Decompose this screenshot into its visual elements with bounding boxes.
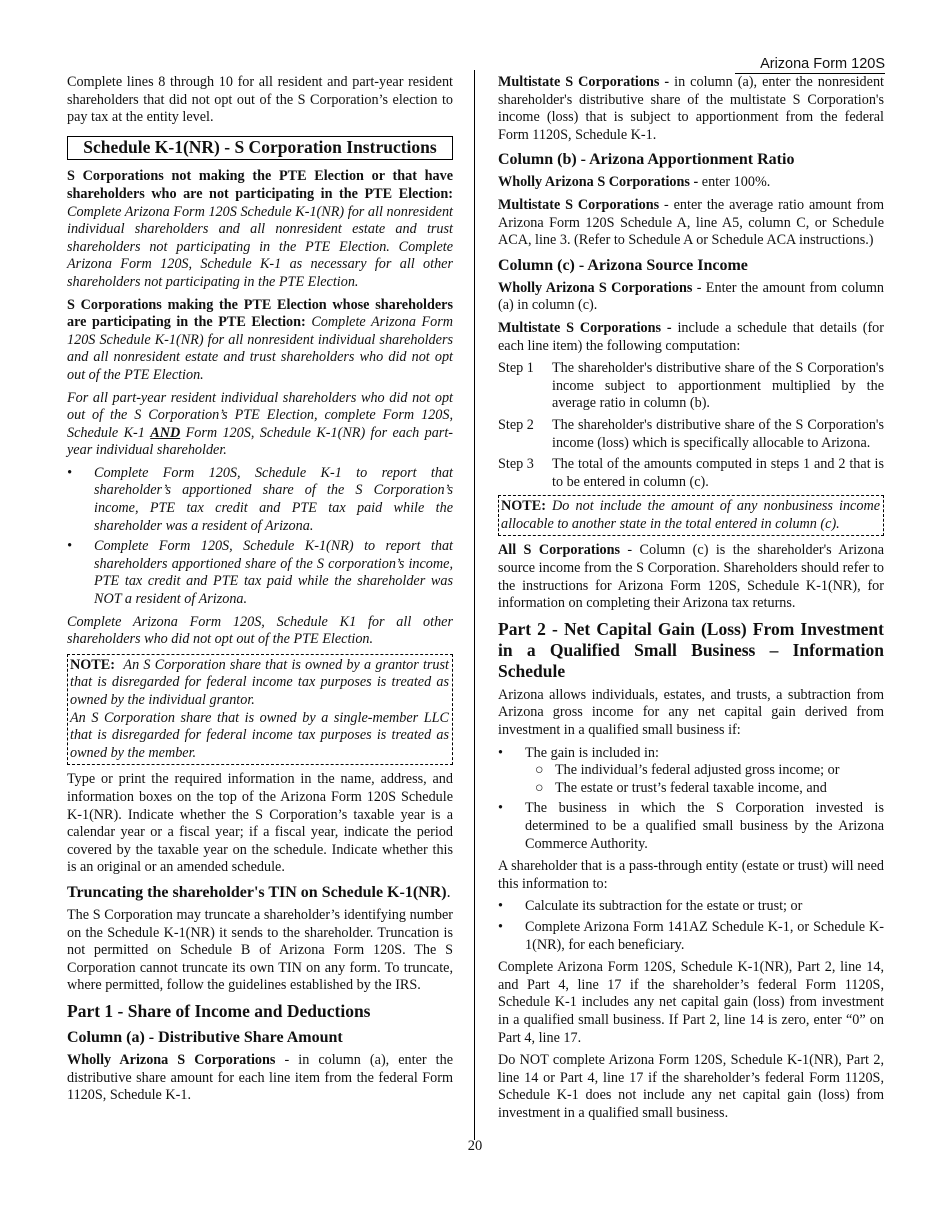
- circle-bullet-icon: ○: [535, 762, 544, 779]
- multistate-b-label: Multistate S Corporations: [498, 196, 660, 213]
- multistate-b-text: - enter the average ratio amount from Arizona Form 120S Schedule A, line A5, column C, or Schedule ACA, line 3. (Refer to Schedule A or Schedule ACA instructions.): [498, 196, 884, 249]
- step-label: Step 3: [498, 456, 534, 473]
- list-item: [498, 800, 884, 853]
- step-item: [498, 360, 884, 413]
- multistate-c-text: include a schedule that details (for each line item) the following computation:: [498, 319, 884, 354]
- multistate-a-paragraph: [498, 74, 884, 144]
- nonbusiness-note-box: [498, 495, 884, 536]
- bullet-text: Complete Form 120S, Schedule K-1(NR) to report that shareholders apportioned share of the S corporation’s income, PTE tax credit and PTE tax paid while the shareholder was NOT a resident of Arizona.: [94, 538, 453, 608]
- list-item: [67, 538, 453, 608]
- k1-other-paragraph: Complete Arizona Form 120S, Schedule K1 for all other shareholders who did not opt out of the PTE Election.: [67, 613, 453, 648]
- bullet-icon: •: [498, 800, 503, 817]
- bullet-text: The business in which the S Corporation invested is determined to be a qualified small business by the Arizona Commerce Authority.: [525, 800, 884, 852]
- note-text-1: An S Corporation share that is owned by a grantor trust that is disregarded for federal income tax purposes is treated as owned by the individual grantor.: [70, 656, 449, 708]
- list-item: [67, 465, 453, 535]
- not-making-pte-paragraph: [67, 168, 453, 291]
- step-item: [498, 417, 884, 452]
- list-item: [498, 745, 884, 798]
- bullet-icon: •: [498, 744, 503, 761]
- grantor-note-box: [67, 654, 453, 766]
- step-text: The total of the amounts computed in steps 1 and 2 that is to be entered in column (c).: [552, 456, 884, 490]
- multistate-c-paragraph: [498, 320, 884, 355]
- truncating-period: .: [446, 883, 451, 901]
- intro-paragraph: Complete lines 8 through 10 for all resident and part-year resident shareholders that did not opt out of the S Corporation’s election to pay tax at the entity level.: [67, 74, 453, 126]
- note-paragraph-1: [70, 657, 449, 710]
- bullet-icon: •: [498, 898, 503, 915]
- wholly-c-text: - Enter the amount from column (a) in column (c).: [498, 279, 884, 314]
- sub-bullet-text: The estate or trust’s federal taxable income, and: [555, 779, 827, 796]
- step-label: Step 2: [498, 416, 534, 433]
- bullet-text: Complete Arizona Form 141AZ Schedule K-1, or Schedule K-1(NR), for each beneficiary.: [525, 918, 884, 953]
- pass-through-paragraph: A shareholder that is a pass-through entity (estate or trust) will need this information to:: [498, 858, 884, 892]
- bullet-text: The gain is included in:: [525, 744, 659, 761]
- column-b-heading: Column (b) - Arizona Apportionment Ratio: [498, 151, 795, 169]
- bullet-icon: •: [67, 464, 72, 481]
- sub-bullet-text: The individual’s federal adjusted gross income; or: [555, 762, 840, 779]
- step-label: Step 1: [498, 360, 534, 377]
- page-number: 20: [467, 1138, 483, 1154]
- nonbusiness-note-paragraph: [501, 498, 880, 533]
- part-year-bullets: [67, 465, 453, 609]
- gain-bullets: [498, 745, 884, 854]
- wholly-c-label: Wholly Arizona S Corporations: [498, 279, 693, 296]
- truncating-heading: [67, 883, 453, 902]
- bullet-text: Complete Form 120S, Schedule K-1 to report that shareholder’s apportioned share of the S Corporation’s income, PTE tax credit and PTE tax paid while the shareholder was a resident of Arizona.: [94, 464, 453, 534]
- making-pte-text: Complete Arizona Form 120S Schedule K-1(NR) for all nonresident individual shareholders and all nonresident estate and trust shareholders who did not opt out of the PTE Election.: [67, 314, 454, 383]
- part2-heading: Part 2 - Net Capital Gain (Loss) From Investment in a Qualified Small Business – Information Schedule: [498, 618, 884, 681]
- part-year-text-b: Form 120S, Schedule K-1(NR) for each part-year individual shareholder.: [67, 424, 453, 459]
- circle-bullet-icon: ○: [535, 779, 544, 796]
- note-text-2: An S Corporation share that is owned by a single-member LLC that is disregarded for federal income tax purposes is treated as owned by the member.: [70, 709, 449, 761]
- gain-sub-bullets: [525, 762, 884, 797]
- column-c-heading: Column (c) - Arizona Source Income: [498, 256, 748, 274]
- note-label: NOTE:: [70, 656, 115, 673]
- note-text: Do not include the amount of any nonbusiness income allocable to another state in the total entered in column (c).: [501, 498, 880, 532]
- note-label: NOTE:: [501, 498, 546, 515]
- part-year-text-a: For all part-year resident individual shareholders who did not opt out of the S Corporation’s PTE Election, complete Form 120S, Schedule K-1: [67, 389, 453, 441]
- making-pte-paragraph: [67, 297, 453, 385]
- arizona-allows-paragraph: Arizona allows individuals, estates, and trusts, a subtraction from Arizona gross income for any net capital gain derived from investment in a qualified small business if:: [498, 686, 884, 739]
- part-year-paragraph: [67, 390, 453, 460]
- wholly-b-text: enter 100%.: [698, 174, 771, 191]
- left-column: [67, 74, 453, 1110]
- all-s-corps-label: All S Corporations: [498, 542, 621, 559]
- bullet-icon: •: [67, 538, 72, 555]
- sub-list-item: [525, 762, 884, 780]
- multistate-c-label: Multistate S Corporations -: [498, 319, 672, 336]
- step-item: [498, 456, 884, 491]
- truncating-paragraph: The S Corporation may truncate a shareholder’s identifying number on the Schedule K-1(NR) it sends to the shareholder. Truncation is not permitted on Schedule B of Arizona Form 120S. The S Corporation cannot truncate its own TIN on any form. To truncate, where permitted, follow the guidelines established by the IRS.: [67, 906, 453, 994]
- complete-paragraph: Complete Arizona Form 120S, Schedule K-1(NR), Part 2, line 14, and Part 4, line 17 if the shareholder’s federal Form 1120S, Schedule K-1 includes any net capital gain (loss) from investment in a qualified small business. If Part 2, line 14 is zero, enter “0” on Part 4, line 17.: [498, 959, 884, 1046]
- type-print-paragraph: Type or print the required information in the name, address, and information boxes on the top of the Arizona Form 120S Schedule K-1(NR). Indicate whether the S Corporation’s taxable year is a calendar year or a fiscal year; if a fiscal year, indicate the period covered by the taxable year on the schedule. Indicate whether this is an original or an amended schedule.: [67, 771, 453, 876]
- step-text: The shareholder's distributive share of the S Corporation's income (loss) which is specifically allocable to Arizona.: [552, 416, 884, 451]
- bullet-icon: •: [498, 918, 503, 935]
- column-a-heading: Column (a) - Distributive Share Amount: [67, 1028, 343, 1046]
- do-not-complete-paragraph: Do NOT complete Arizona Form 120S, Schedule K-1(NR), Part 2, line 14 or Part 4, line 17 if the shareholder’s federal Form 1120S, Schedule K-1 does not include any net capital gain (loss) from investment in a qualified small business.: [498, 1052, 884, 1121]
- form-header: Arizona Form 120S: [735, 56, 885, 74]
- right-column: [498, 74, 884, 1128]
- wholly-b-paragraph: [498, 174, 884, 192]
- multistate-a-label: Multistate S Corporations -: [498, 74, 670, 90]
- column-divider: [474, 70, 475, 1140]
- making-pte-label: S Corporations making the PTE Election whose shareholders are participating in the PTE Election:: [67, 296, 453, 331]
- multistate-b-paragraph: [498, 197, 884, 250]
- wholly-arizona-label: Wholly Arizona S Corporations: [67, 1051, 276, 1068]
- truncating-heading-text: Truncating the shareholder's TIN on Schedule K-1(NR): [67, 883, 447, 901]
- wholly-c-paragraph: [498, 280, 884, 315]
- wholly-b-label: Wholly Arizona S Corporations -: [498, 174, 699, 191]
- pass-through-bullets: [498, 898, 884, 954]
- all-s-corps-text: - Column (c) is the shareholder's Arizona source income from the S Corporation. Shareholders should refer to the instructions for Arizona Form 120S, Schedule K-1(NR), for information on completing their Arizona tax returns.: [498, 542, 885, 612]
- schedule-heading: Schedule K-1(NR) - S Corporation Instructions: [67, 136, 453, 161]
- step-text: The shareholder's distributive share of the S Corporation's income subject to apportionment multiplied by the average ratio in column (b).: [552, 360, 884, 412]
- list-item: [498, 898, 884, 916]
- not-making-pte-text: Complete Arizona Form 120S Schedule K-1(NR) for all nonresident individual shareholders and all nonresident estate and trust shareholders not participating in the PTE Election. Complete Arizona Form 120S, Schedule K-1 as necessary for all other shareholders not participating in the PTE Election.: [67, 203, 453, 290]
- wholly-arizona-text: - in column (a), enter the distributive share amount for each line item from the federal Form 1120S, Schedule K-1.: [67, 1051, 453, 1104]
- multistate-a-text: in column (a), enter the nonresident shareholder's distributive share of the multistate S Corporation's income (loss) that is subject to apportionment from the federal Form 1120S, Schedule K-1.: [498, 74, 884, 143]
- list-item: [498, 919, 884, 954]
- wholly-arizona-paragraph: [67, 1052, 453, 1105]
- part-year-and: AND: [150, 424, 181, 441]
- part1-heading: Part 1 - Share of Income and Deductions: [67, 1000, 371, 1021]
- not-making-pte-label: S Corporations not making the PTE Election or that have shareholders who are not participating in the PTE Election:: [67, 168, 453, 202]
- bullet-text: Calculate its subtraction for the estate or trust; or: [525, 898, 803, 915]
- all-s-corps-paragraph: [498, 542, 884, 612]
- sub-list-item: [525, 780, 884, 798]
